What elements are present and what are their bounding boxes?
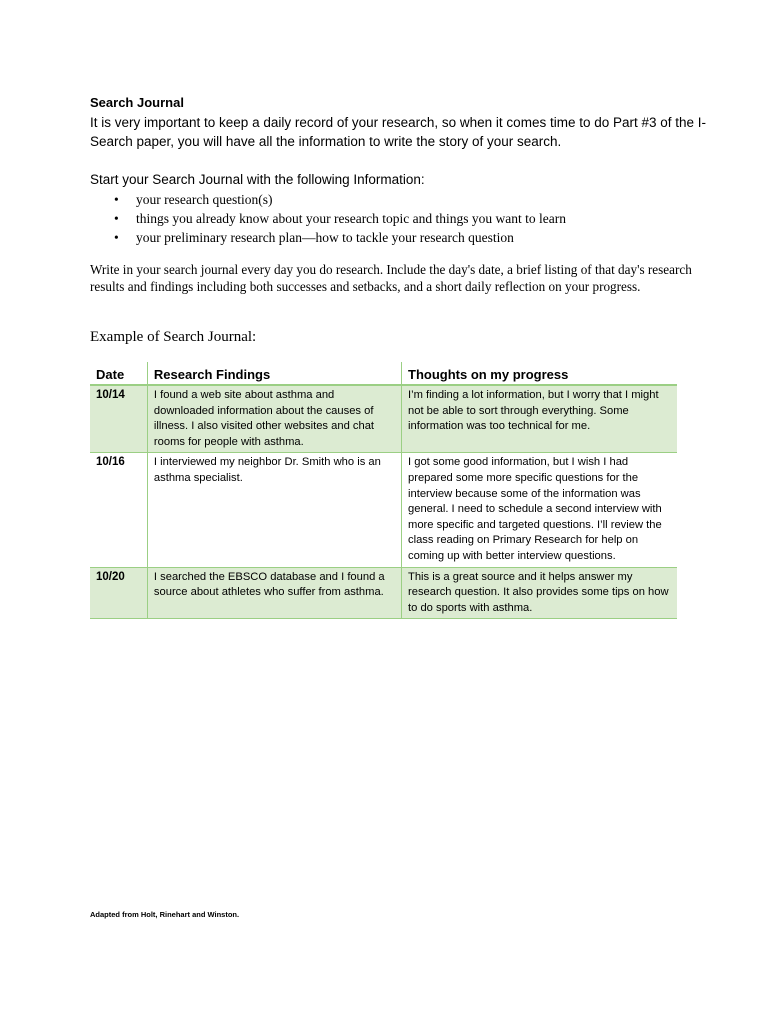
row-findings: I interviewed my neighbor Dr. Smith who is an asthma specialist. [147,453,401,567]
row-date: 10/16 [90,453,147,567]
list-item [90,190,566,209]
section-heading: Search Journal [90,95,184,110]
search-journal-table [90,362,677,619]
bullet-icon: • [114,211,119,226]
example-label: Example of Search Journal: [90,329,257,345]
table-row [90,567,677,619]
row-thoughts: I’m finding a lot information, but I worry that I might not be able to sort through everything. Some information was too technical for me. [402,385,678,453]
bullet-icon: • [114,230,119,245]
intro-paragraph: It is very important to keep a daily record of your research, so when it comes time to do Part #3 of the I-Search paper, you will have all the information to write the story of your search. [90,115,707,149]
row-thoughts: This is a great source and it helps answer my research question. It also provides some tips on how to do sports with asthma. [402,567,678,619]
list-item-text: things you already know about your research topic and things you want to learn [136,211,567,226]
header-date: Date [90,362,147,385]
list-item [90,209,566,228]
info-list [90,190,566,247]
table-row [90,453,677,567]
row-findings: I found a web site about asthma and downloaded information about the causes of illness. I also visited other websites and chat rooms for people with asthma. [147,385,401,453]
row-date: 10/14 [90,385,147,453]
header-thoughts: Thoughts on my progress [402,362,678,385]
row-date: 10/20 [90,567,147,619]
row-thoughts: I got some good information, but I wish I had prepared some more specific questions for the interview because some of the information was general. I need to schedule a second interview with more specific and targeted questions. I’ll review the class reading on Primary Research for help on coming up with better interview questions. [402,453,678,567]
table-row [90,385,677,453]
start-instructions: Start your Search Journal with the following Information: [90,172,425,187]
row-findings: I searched the EBSCO database and I found a source about athletes who suffer from asthma. [147,567,401,619]
header-findings: Research Findings [147,362,401,385]
list-item-text: your research question(s) [136,192,273,207]
list-item-text: your preliminary research plan—how to tackle your research question [136,230,514,245]
table-header-row [90,362,677,385]
attribution-footer: Adapted from Holt, Rinehart and Winston. [90,910,240,919]
bullet-icon: • [114,192,119,207]
journal-instructions: Write in your search journal every day you do research. Include the day's date, a brief listing of that day's research results and findings including both successes and setbacks, and a short daily reflection on your progress. [90,262,692,294]
list-item [90,228,566,247]
